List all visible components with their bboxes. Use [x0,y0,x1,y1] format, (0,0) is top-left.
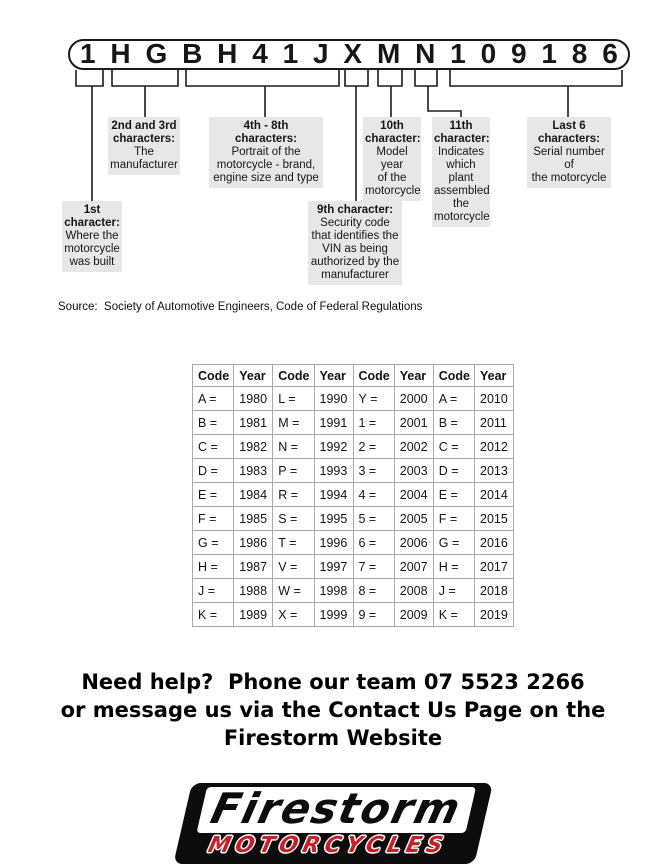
year-cell: 2015 [475,507,514,531]
annotation-box-11th-character [432,117,490,227]
table-row [193,483,514,507]
year-cell: 2005 [394,507,433,531]
code-cell: P = [273,459,314,483]
vin-character: B [182,37,203,69]
annotation-line: Security code [320,217,390,229]
vin-character: N [415,37,436,69]
vin-character: 1 [282,37,299,69]
annotation-line: Last 6 [552,120,586,132]
annotation-line: which plant [446,159,476,184]
code-cell: F = [433,507,474,531]
vin-character: X [343,37,363,69]
logo-title: Firestorm [206,784,467,833]
code-cell: 5 = [353,507,394,531]
year-cell: 1996 [314,531,353,555]
year-cell: 2007 [394,555,433,579]
code-cell: 1 = [353,411,394,435]
vin-character: 1 [541,37,557,69]
year-cell: 1980 [234,387,273,411]
annotation-line: 10th [380,120,404,132]
code-cell: S = [273,507,314,531]
annotation-box-last-6-characters [527,117,611,188]
code-cell: L = [273,387,314,411]
code-cell: 8 = [353,579,394,603]
annotation-line: motorcycle [64,243,120,255]
year-cell: 2000 [394,387,433,411]
year-cell: 2008 [394,579,433,603]
annotation-line: character: [434,133,490,145]
year-cell: 2001 [394,411,433,435]
annotation-line: Serial number of [533,146,605,171]
year-cell: 1988 [234,579,273,603]
year-cell: 2016 [475,531,514,555]
vin-character: 1 [80,37,96,69]
code-cell: C = [433,435,474,459]
vin-character: H [110,37,131,69]
year-cell: 1985 [234,507,273,531]
year-cell: 1994 [314,483,353,507]
code-cell: F = [193,507,234,531]
code-cell: D = [193,459,234,483]
annotation-line: character: [64,217,120,229]
annotation-line: Portrait of the [231,146,301,158]
code-cell: K = [193,603,234,627]
annotation-box-10th-character [363,117,421,201]
code-cell: A = [433,387,474,411]
code-cell: T = [273,531,314,555]
code-cell: H = [433,555,474,579]
annotation-line: characters: [234,133,297,145]
code-cell: Y = [353,387,394,411]
year-cell: 2003 [394,459,433,483]
annotation-line: 9th character: [316,204,394,216]
annotation-line: of the [377,172,407,184]
year-cell: 2018 [475,579,514,603]
code-cell: M = [273,411,314,435]
annotation-line: 11th [449,120,473,132]
code-cell: E = [193,483,234,507]
year-cell: 2002 [394,435,433,459]
table-header-cell: Year [475,365,514,387]
help-text [0,668,666,752]
year-cell: 1999 [314,603,353,627]
year-cell: 2014 [475,483,514,507]
vin-character: G [145,37,168,69]
code-cell: 3 = [353,459,394,483]
annotation-line: The [134,146,154,158]
table-header-cell: Code [433,365,474,387]
vin-character: 0 [480,37,497,69]
code-cell: R = [273,483,314,507]
annotation-line: 4th - 8th [243,120,289,132]
year-cell: 1997 [314,555,353,579]
code-cell: 9 = [353,603,394,627]
year-cell: 1995 [314,507,353,531]
year-cell: 1984 [234,483,273,507]
year-cell: 1989 [234,603,273,627]
code-cell: V = [273,555,314,579]
annotation-line: characters: [537,133,600,145]
annotation-line: character: [365,133,421,145]
vin-character: M [376,37,401,69]
table-row [193,435,514,459]
logo-subtitle: MOTORCYCLES [205,833,451,858]
annotation-box-4th-8th-characters [209,117,323,188]
table-row [193,603,514,627]
annotation-line: 2nd and 3rd [111,120,177,132]
code-cell: C = [193,435,234,459]
code-cell: W = [273,579,314,603]
code-cell: H = [193,555,234,579]
table-row [193,579,514,603]
year-cell: 2012 [475,435,514,459]
vin-example [68,39,630,70]
annotation-line: Model year [376,146,408,171]
help-line: or message us via the Contact Us Page on the [60,698,606,722]
annotation-line: motorcycle - brand, [216,159,316,171]
year-cell: 1981 [234,411,273,435]
code-cell: 2 = [353,435,394,459]
vin-character: H [217,37,238,69]
vin-character: 1 [450,37,466,69]
vin-character: 8 [571,37,588,69]
year-code-table [192,364,514,627]
annotation-box-1st-character [62,201,122,272]
code-cell: 6 = [353,531,394,555]
code-cell: B = [193,411,234,435]
table-header-row [193,365,514,387]
year-cell: 1987 [234,555,273,579]
annotation-line: Where the [65,230,119,242]
annotation-line: 1st [83,204,101,216]
table-header-cell: Code [273,365,314,387]
year-cell: 1998 [314,579,353,603]
annotation-line: motorcycle [434,211,490,223]
code-cell: K = [433,603,474,627]
annotation-line: engine size and type [213,172,319,184]
table-header-cell: Year [394,365,433,387]
vin-character: 4 [252,37,268,69]
annotation-box-2nd-3rd-characters [108,117,180,175]
year-cell: 2013 [475,459,514,483]
code-cell: 7 = [353,555,394,579]
table-header-cell: Year [234,365,273,387]
table-row [193,531,514,555]
annotation-line: manufacturer [110,159,178,171]
year-cell: 1993 [314,459,353,483]
year-cell: 1986 [234,531,273,555]
table-row [193,507,514,531]
source-citation: Source: Society of Automotive Engineers, Code of Federal Regulations [58,301,423,313]
annotation-box-9th-character [308,201,402,285]
code-cell: J = [193,579,234,603]
code-cell: B = [433,411,474,435]
code-cell: J = [433,579,474,603]
code-cell: E = [433,483,474,507]
table-header-cell: Year [314,365,353,387]
annotation-line: motorcycle [365,185,421,197]
vin-character: 9 [510,37,527,69]
year-cell: 2010 [475,387,514,411]
annotation-line: the motorcycle [531,172,607,184]
firestorm-logo [173,783,492,864]
year-cell: 1983 [234,459,273,483]
code-cell: D = [433,459,474,483]
annotation-line: was built [69,256,115,268]
annotation-line: that identifies the [311,230,399,242]
year-cell: 1990 [314,387,353,411]
code-cell: N = [273,435,314,459]
table-header-cell: Code [193,365,234,387]
code-cell: X = [273,603,314,627]
annotation-line: VIN as being [322,243,388,255]
table-row [193,387,514,411]
annotation-line: Indicates [437,146,485,158]
table-row [193,555,514,579]
annotation-line: manufacturer [321,269,389,281]
help-line: Firestorm Website [223,726,443,750]
year-cell: 2009 [394,603,433,627]
annotation-line: the [453,198,469,210]
code-cell: G = [193,531,234,555]
vin-character: 6 [602,37,618,69]
table-header-cell: Code [353,365,394,387]
code-cell: G = [433,531,474,555]
year-cell: 1982 [234,435,273,459]
help-line: Need help? Phone our team 07 5523 2266 [81,670,585,694]
year-cell: 1992 [314,435,353,459]
vin-character: J [313,37,329,69]
year-cell: 2011 [475,411,514,435]
annotation-line: authorized by the [310,256,400,268]
year-cell: 2019 [475,603,514,627]
code-cell: 4 = [353,483,394,507]
annotation-line: assembled [434,185,490,197]
year-cell: 2006 [394,531,433,555]
table-row [193,459,514,483]
year-cell: 2004 [394,483,433,507]
year-cell: 1991 [314,411,353,435]
code-cell: A = [193,387,234,411]
year-cell: 2017 [475,555,514,579]
logo-wordmark-background [196,784,475,833]
annotation-line: characters: [112,133,175,145]
table-row [193,411,514,435]
